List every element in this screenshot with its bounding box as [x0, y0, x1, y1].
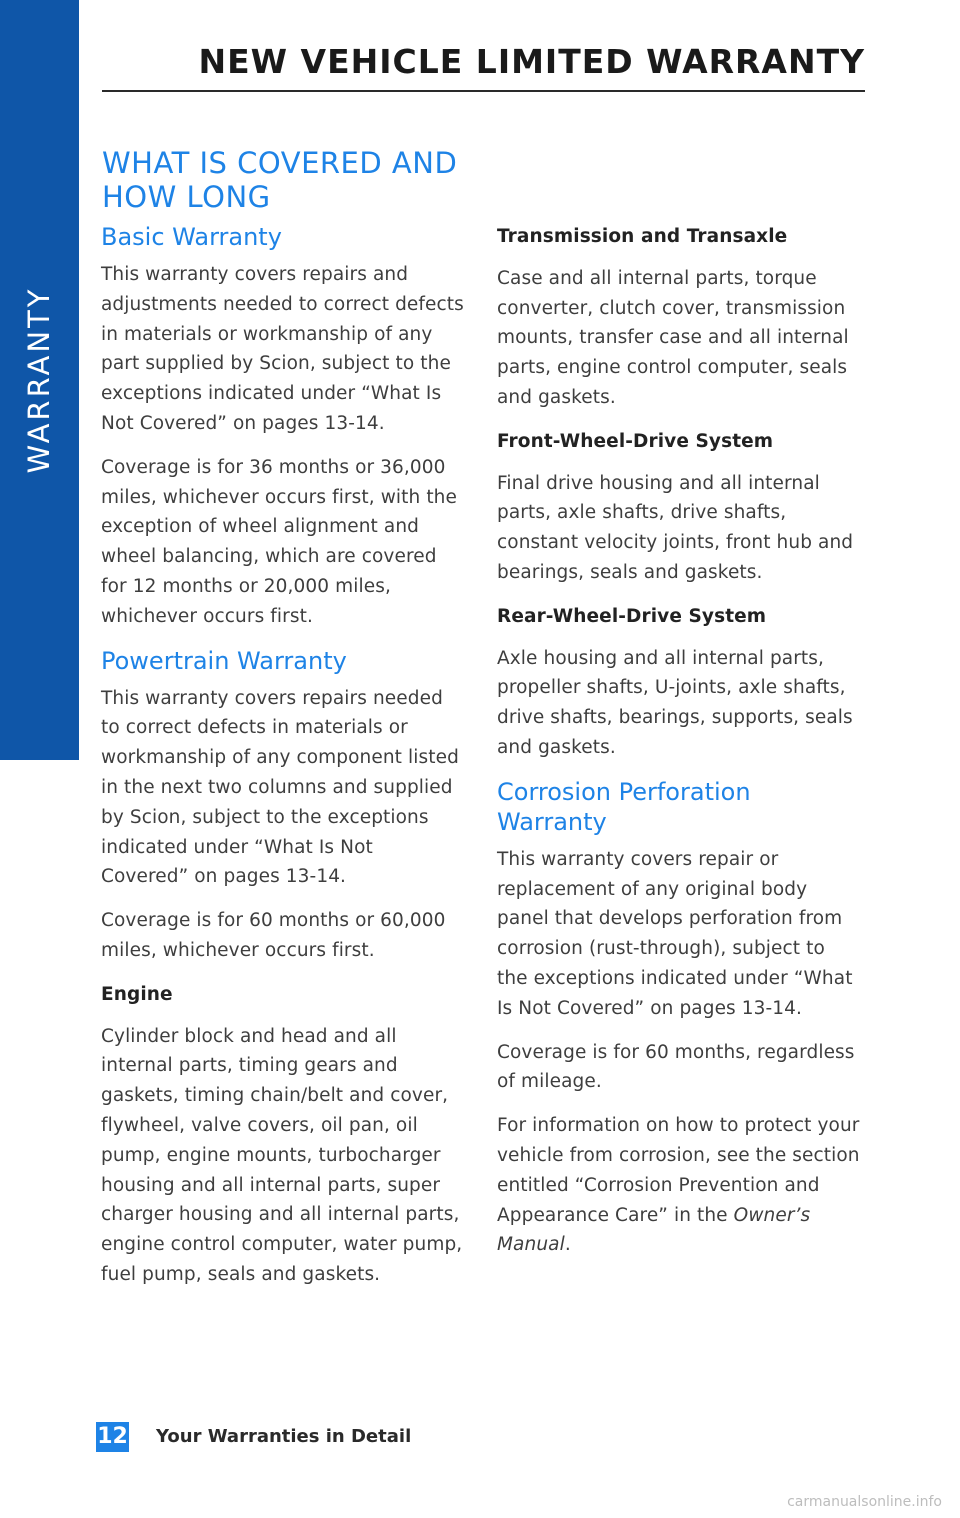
corrosion-paragraph-3-text: For information on how to protect your vehicle from corrosion, see the section entitled “Corrosion Prevention and Appearance Care” in the	[497, 1115, 860, 1226]
owners-manual-title: Owner’s Manual	[497, 1204, 811, 1256]
right-column	[497, 222, 861, 1274]
corrosion-warranty-heading: Corrosion Perforation Warranty	[497, 777, 751, 836]
side-tab	[0, 0, 79, 760]
fwd-paragraph: Final drive housing and all internal parts, axle shafts, drive shafts, constant velocity joints, front hub and bearings, seals and gaskets.	[497, 472, 854, 583]
section-title-line1: WHAT IS COVERED AND	[102, 146, 458, 180]
side-tab-label: WARRANTY	[22, 286, 56, 474]
page-title: NEW VEHICLE LIMITED WARRANTY	[198, 42, 865, 81]
corrosion-paragraph-2: Coverage is for 60 months, regardless of mileage.	[497, 1041, 855, 1093]
corrosion-paragraph-3-end: .	[564, 1234, 571, 1256]
rwd-paragraph: Axle housing and all internal parts, propeller shafts, U-joints, axle shafts, drive shafts, bearings, supports, seals and gaskets.	[497, 647, 853, 758]
section-title	[102, 146, 522, 214]
transmission-paragraph: Case and all internal parts, torque converter, clutch cover, transmission mounts, transfer case and all internal parts, engine control computer, seals and gaskets.	[497, 267, 849, 408]
corrosion-paragraph-3	[497, 1111, 861, 1260]
page-number: 12	[96, 1422, 129, 1452]
basic-warranty-heading: Basic Warranty	[101, 223, 282, 251]
powertrain-warranty-paragraph-1: This warranty covers repairs needed to correct defects in materials or workmanship of any component listed in the next two columns and supplied by Scion, subject to the exceptions indicated under “What Is Not Covered” on pages 13-14.	[101, 687, 459, 888]
page-header	[102, 40, 865, 92]
transmission-label: Transmission and Transaxle	[497, 226, 788, 247]
watermark: carmanualsonline.info	[787, 1494, 942, 1510]
section-title-line2: HOW LONG	[102, 180, 271, 214]
fwd-label: Front-Wheel-Drive System	[497, 430, 774, 452]
basic-warranty-paragraph-2: Coverage is for 36 months or 36,000 miles, whichever occurs first, with the exception of wheel alignment and wheel balancing, which are covered for 12 months or 20,000 miles, whichever occurs first.	[101, 456, 457, 627]
powertrain-warranty-heading: Powertrain Warranty	[101, 646, 347, 675]
engine-label: Engine	[101, 983, 173, 1005]
rwd-label: Rear-Wheel-Drive System	[497, 605, 767, 627]
footer-text: Your Warranties in Detail	[156, 1426, 412, 1447]
basic-warranty-paragraph-1: This warranty covers repairs and adjustments needed to correct defects in materials or workmanship of any part supplied by Scion, subject to the exceptions indicated under “What Is Not Covered” on pages 13-14.	[101, 264, 464, 434]
engine-paragraph: Cylinder block and head and all internal parts, timing gears and gaskets, timing chain/belt and cover, flywheel, valve covers, oil pan, oil pump, engine mounts, turbocharger housing and all internal parts, super charger housing and all internal parts, engine control computer, water pump, fuel pump, seals and gaskets.	[101, 1025, 463, 1285]
corrosion-paragraph-1: This warranty covers repair or replacement of any original body panel that develops perforation from corrosion (rust-through), subject to the exceptions indicated under “What Is Not Covered” on pages 13-14.	[497, 848, 853, 1019]
powertrain-warranty-paragraph-2: Coverage is for 60 months or 60,000 miles, whichever occurs first.	[101, 910, 446, 961]
left-column	[101, 222, 465, 1304]
